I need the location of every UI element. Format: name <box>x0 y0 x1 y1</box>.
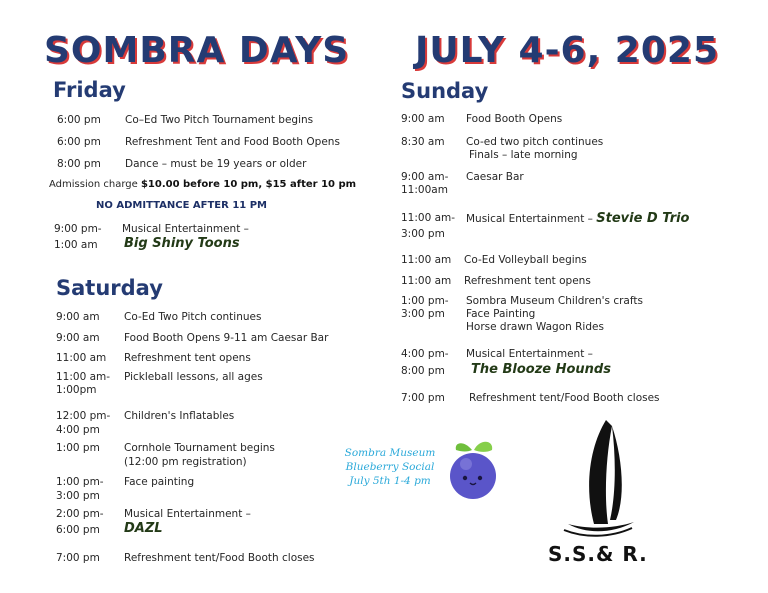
saturday-heading: Saturday <box>56 276 163 300</box>
admission-prefix: Admission charge <box>49 179 141 190</box>
blueberry-social-text <box>336 446 444 488</box>
event-desc: Refreshment tent opens <box>464 275 591 287</box>
event-time: 6:00 pm <box>56 524 100 536</box>
list-item <box>54 223 374 255</box>
event-desc: Face painting <box>124 476 195 488</box>
list-item <box>401 136 731 164</box>
event-time: 3:00 pm <box>56 490 100 502</box>
event-time: 7:00 pm <box>401 392 445 404</box>
event-time: 9:00 pm- <box>54 223 102 235</box>
event-time: 9:00 am <box>56 332 100 344</box>
event-desc: Sombra Museum Children's crafts <box>466 295 643 307</box>
sunday-heading: Sunday <box>401 79 489 103</box>
event-time: 2:00 pm- <box>56 508 104 520</box>
event-time: 12:00 pm- <box>56 410 111 422</box>
event-desc: Cornhole Tournament begins <box>124 442 275 454</box>
event-desc: Food Booth Opens 9-11 am Caesar Bar <box>124 332 329 344</box>
blueberry-line: July 5th 1-4 pm <box>349 475 431 487</box>
blueberry-icon <box>444 436 502 502</box>
event-time: 9:00 am- <box>401 171 449 183</box>
list-item <box>56 442 376 470</box>
event-desc: Refreshment tent opens <box>124 352 251 364</box>
event-time: 7:00 pm <box>56 552 100 564</box>
event-desc: Pickleball lessons, all ages <box>124 371 263 383</box>
performer-name: Big Shiny Toons <box>124 236 240 251</box>
list-item <box>401 348 731 378</box>
event-time: 3:00 pm <box>401 308 445 320</box>
event-desc: Food Booth Opens <box>466 113 563 125</box>
event-time: 3:00 pm <box>401 228 445 240</box>
event-desc: Musical Entertainment – <box>466 348 593 360</box>
event-time: 1:00pm <box>56 384 97 396</box>
event-desc: Caesar Bar <box>466 171 524 183</box>
event-desc: Dance – must be 19 years or older <box>125 158 307 170</box>
event-time: 8:30 am <box>401 136 445 148</box>
event-time: 1:00 pm- <box>56 476 104 488</box>
event-time: 9:00 am <box>56 311 100 323</box>
list-item <box>56 410 376 438</box>
list-item <box>56 508 376 538</box>
list-item <box>401 212 731 242</box>
event-time: 8:00 pm <box>401 365 445 377</box>
event-desc: Children's Inflatables <box>124 410 235 422</box>
event-desc: Co–Ed Two Pitch Tournament begins <box>125 114 314 126</box>
event-time: 6:00 pm <box>57 136 101 148</box>
event-title: SOMBRA DAYS <box>44 30 350 71</box>
event-desc: Musical Entertainment – <box>122 223 249 235</box>
event-time: 6:00 pm <box>57 114 101 126</box>
event-time: 1:00 pm <box>56 442 100 454</box>
list-item <box>401 171 731 199</box>
event-desc: Refreshment tent/Food Booth closes <box>124 552 315 564</box>
list-item <box>56 476 376 504</box>
event-desc: Co-ed two pitch continues <box>466 136 604 148</box>
event-dates: JULY 4-6, 2025 <box>415 30 720 71</box>
friday-heading: Friday <box>53 78 126 102</box>
event-desc: Face Painting <box>466 308 536 320</box>
blueberry-line: Blueberry Social <box>345 461 435 473</box>
event-time: 11:00 am <box>401 254 452 266</box>
event-desc: Musical Entertainment – <box>466 213 593 225</box>
event-time: 4:00 pm- <box>401 348 449 360</box>
event-desc: Musical Entertainment – <box>124 508 251 520</box>
event-desc: Refreshment Tent and Food Booth Opens <box>125 136 340 148</box>
event-time: 9:00 am <box>401 113 445 125</box>
event-time: 11:00 am <box>401 275 452 287</box>
performer-name: Stevie D Trio <box>596 211 690 226</box>
event-desc: Horse drawn Wagon Rides <box>466 321 604 333</box>
list-item <box>401 295 731 335</box>
logo-text: S.S.& R. <box>548 542 648 566</box>
no-admittance-note: NO ADMITTANCE AFTER 11 PM <box>96 200 268 211</box>
event-desc: Co-Ed Two Pitch continues <box>124 311 262 323</box>
event-time: 11:00 am <box>56 352 107 364</box>
event-time: 11:00 am- <box>401 212 456 224</box>
event-time: 4:00 pm <box>56 424 100 436</box>
event-desc: Finals – late morning <box>469 149 578 161</box>
blueberry-line: Sombra Museum <box>344 447 436 459</box>
admission-price: $10.00 before 10 pm, $15 after 10 pm <box>140 179 357 190</box>
event-time: 11:00 am- <box>56 371 111 383</box>
performer-name: DAZL <box>124 521 163 536</box>
event-desc: Co-Ed Volleyball begins <box>464 254 587 266</box>
event-time: 11:00am <box>401 184 448 196</box>
event-desc: Refreshment tent/Food Booth closes <box>469 392 660 404</box>
performer-name: The Blooze Hounds <box>471 362 611 377</box>
event-desc: (12:00 pm registration) <box>124 456 247 468</box>
event-time: 8:00 pm <box>57 158 101 170</box>
event-time: 1:00 am <box>54 239 98 251</box>
sailboat-logo-icon <box>560 416 640 540</box>
event-time: 1:00 pm- <box>401 295 449 307</box>
admission-note <box>49 179 356 190</box>
list-item <box>56 371 376 399</box>
